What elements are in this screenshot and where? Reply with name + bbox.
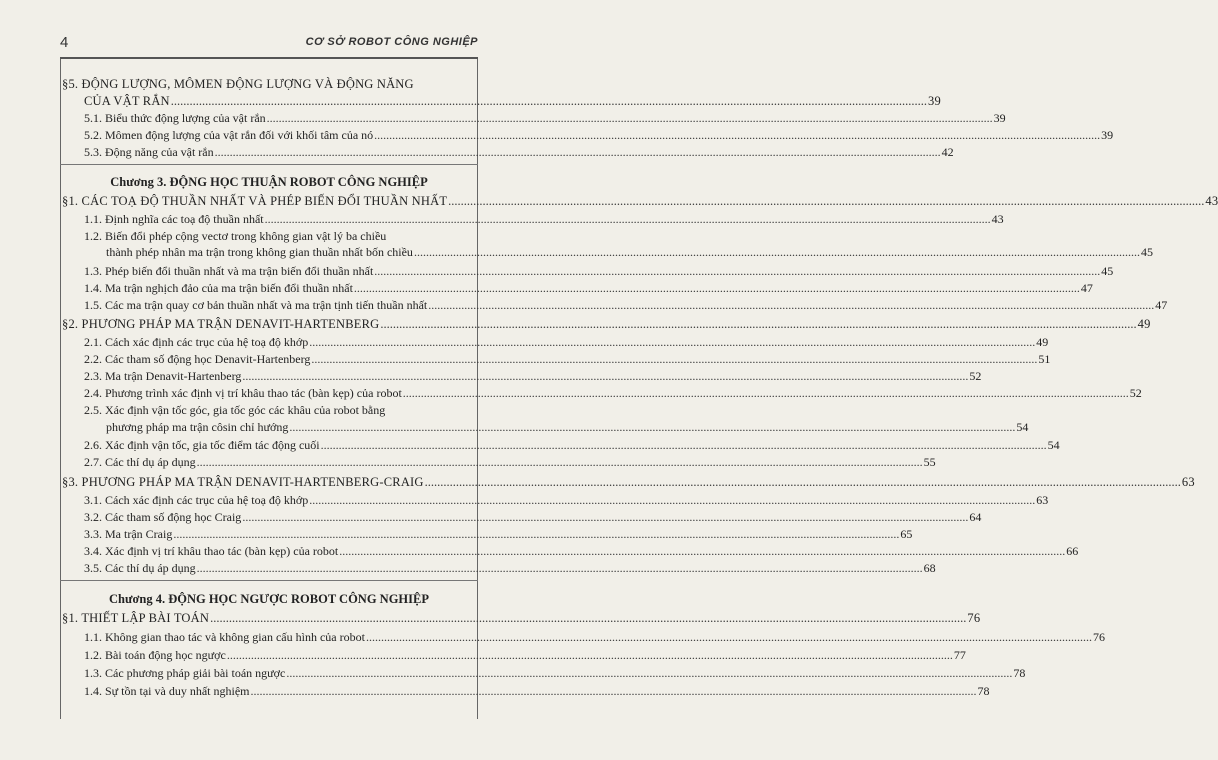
toc-entry-label: 1.4. Ma trận nghịch đảo của ma trận biến đổi thuần nhất xyxy=(84,281,353,295)
toc-page-number: 54 xyxy=(1047,438,1060,452)
toc-item-2-7[interactable] xyxy=(84,455,936,469)
leader-dots xyxy=(339,544,1065,558)
toc-section-ch3-s2[interactable] xyxy=(62,317,1151,331)
toc-page-number: 65 xyxy=(900,527,913,541)
leader-dots xyxy=(242,510,968,524)
toc-page-number: 77 xyxy=(953,648,966,662)
toc-item-2-4[interactable] xyxy=(84,386,1142,400)
toc-page-number: 76 xyxy=(1092,630,1105,644)
toc-entry-label: §3. PHƯƠNG PHÁP MA TRẬN DENAVIT-HARTENBERG-CRAIG xyxy=(62,475,424,489)
toc-page-number: 63 xyxy=(1036,493,1049,507)
toc-entry-label: 2.4. Phương trình xác định vị trí khâu thao tác (bàn kẹp) của robot xyxy=(84,386,402,400)
leader-dots xyxy=(380,317,1136,331)
leader-dots xyxy=(210,611,966,625)
toc-entry-label: 3.5. Các thí dụ áp dụng xyxy=(84,561,196,575)
toc-item-2-1[interactable] xyxy=(84,335,1049,349)
toc-section-s5-line1: §5. ĐỘNG LƯỢNG, MÔMEN ĐỘNG LƯỢNG VÀ ĐỘNG NĂNG xyxy=(62,77,414,91)
toc-item-5-1[interactable] xyxy=(84,111,1006,125)
leader-dots xyxy=(428,298,1154,312)
leader-dots xyxy=(321,438,1047,452)
toc-entry-label: §1. CÁC TOẠ ĐỘ THUẦN NHẤT VÀ PHÉP BIẾN ĐỔI THUẦN NHẤT xyxy=(62,194,448,208)
toc-item-3-2[interactable] xyxy=(84,510,982,524)
toc-section-ch3-s1[interactable] xyxy=(62,194,1218,208)
toc-entry-label: 3.4. Xác định vị trí khâu thao tác (bàn kẹp) của robot xyxy=(84,544,339,558)
leader-dots xyxy=(289,420,1015,434)
toc-entry-label: 1.1. Không gian thao tác và không gian cấu hình của robot xyxy=(84,630,365,644)
toc-item-2-5[interactable] xyxy=(106,420,1029,434)
toc-entry-label: 1.3. Phép biến đổi thuần nhất và ma trận biến đổi thuần nhất xyxy=(84,264,374,278)
toc-page-number: 54 xyxy=(1016,420,1029,434)
toc-entry-label: 2.6. Xác định vận tốc, gia tốc điểm tác động cuối xyxy=(84,438,320,452)
toc-entry-label: 5.3. Động năng của vật rắn xyxy=(84,145,214,159)
toc-entry-label: thành phép nhân ma trận trong không gian thuần nhất bốn chiều xyxy=(106,245,413,259)
leader-dots xyxy=(267,111,993,125)
toc-page-number: 78 xyxy=(977,684,990,698)
leader-dots xyxy=(414,245,1140,259)
toc-item-1-3[interactable] xyxy=(84,264,1114,278)
toc-item-5-2[interactable] xyxy=(84,128,1114,142)
toc-page-number: 47 xyxy=(1080,281,1093,295)
toc-entry-label: 2.3. Ma trận Denavit-Hartenberg xyxy=(84,369,242,383)
toc-page-number: 52 xyxy=(1129,386,1142,400)
toc-page-number: 39 xyxy=(993,111,1006,125)
toc-page-number: 64 xyxy=(969,510,982,524)
toc-item-1-2-line1: 1.2. Biến đổi phép cộng vectơ trong không gian vật lý ba chiều xyxy=(84,229,387,243)
page-number: 4 xyxy=(60,34,69,51)
toc-item-3-4[interactable] xyxy=(84,544,1079,558)
toc-item-4-1-4[interactable] xyxy=(84,684,990,698)
toc-entry-label: 1.4. Sự tồn tại và duy nhất nghiệm xyxy=(84,684,250,698)
leader-dots xyxy=(286,666,1012,680)
toc-page-number: 47 xyxy=(1155,298,1168,312)
toc-item-3-3[interactable] xyxy=(84,527,913,541)
toc-entry-label: phương pháp ma trận côsin chỉ hướng xyxy=(106,420,289,434)
leader-dots xyxy=(366,630,1092,644)
toc-page-number: 78 xyxy=(1013,666,1026,680)
toc-section-ch4-s1[interactable] xyxy=(62,611,981,625)
toc-entry-label: 1.2. Bài toán động học ngược xyxy=(84,648,226,662)
leader-dots xyxy=(309,493,1035,507)
toc-page-number: 43 xyxy=(991,212,1004,226)
leader-dots xyxy=(197,455,923,469)
chapter-rule xyxy=(60,580,478,581)
toc-item-2-5-line1: 2.5. Xác định vận tốc góc, gia tốc góc các khâu của robot bằng xyxy=(84,403,386,417)
toc-entry-label: 1.5. Các ma trận quay cơ bản thuần nhất và ma trận tịnh tiến thuần nhất xyxy=(84,298,428,312)
toc-item-1-1[interactable] xyxy=(84,212,1004,226)
toc-page-number: 49 xyxy=(1036,335,1049,349)
toc-item-2-3[interactable] xyxy=(84,369,982,383)
toc-entry-label: 2.1. Cách xác định các trục của hệ toạ độ khớp xyxy=(84,335,309,349)
toc-entry-label: §2. PHƯƠNG PHÁP MA TRẬN DENAVIT-HARTENBERG xyxy=(62,317,380,331)
toc-page-number: 52 xyxy=(969,369,982,383)
toc-page-number: 51 xyxy=(1038,352,1051,366)
toc-page-number: 63 xyxy=(1181,475,1195,489)
toc-page-number: 66 xyxy=(1066,544,1079,558)
toc-entry-label: §1. THIẾT LẬP BÀI TOÁN xyxy=(62,611,210,625)
toc-page-number: 43 xyxy=(1205,194,1218,208)
leader-dots xyxy=(171,94,927,108)
leader-dots xyxy=(354,281,1080,295)
toc-entry-label: 3.2. Các tham số động học Craig xyxy=(84,510,242,524)
toc-entry-label: CỦA VẬT RẮN xyxy=(84,94,170,108)
leader-dots xyxy=(448,194,1204,208)
toc-item-2-2[interactable] xyxy=(84,352,1051,366)
leader-dots xyxy=(425,475,1181,489)
toc-section-ch3-s3[interactable] xyxy=(62,475,1195,489)
toc-entry-label: 1.3. Các phương pháp giải bài toán ngược xyxy=(84,666,286,680)
toc-entry-label: 5.1. Biểu thức động lượng của vật rắn xyxy=(84,111,266,125)
toc-entry-label: 3.1. Cách xác định các trục của hệ toạ độ khớp xyxy=(84,493,309,507)
leader-dots xyxy=(227,648,953,662)
leader-dots xyxy=(309,335,1035,349)
toc-page-number: 45 xyxy=(1140,245,1153,259)
toc-entry-label: 2.7. Các thí dụ áp dụng xyxy=(84,455,196,469)
toc-entry-label: 5.2. Mômen động lượng của vật rắn đối với khối tâm của nó xyxy=(84,128,374,142)
toc-item-2-6[interactable] xyxy=(84,438,1060,452)
leader-dots xyxy=(374,264,1100,278)
toc-page-number: 49 xyxy=(1137,317,1151,331)
toc-item-1-4[interactable] xyxy=(84,281,1093,295)
toc-entry-label: 1.1. Định nghĩa các toạ độ thuần nhất xyxy=(84,212,264,226)
toc-item-1-2[interactable] xyxy=(106,245,1153,259)
leader-dots xyxy=(173,527,899,541)
chapter-3-title: Chương 3. ĐỘNG HỌC THUẬN ROBOT CÔNG NGHIỆP xyxy=(110,175,428,189)
toc-item-4-1-3[interactable] xyxy=(84,666,1026,680)
leader-dots xyxy=(242,369,968,383)
leader-dots xyxy=(215,145,941,159)
leader-dots xyxy=(403,386,1129,400)
toc-page-number: 76 xyxy=(967,611,981,625)
toc-section-s5[interactable] xyxy=(84,94,941,108)
toc-entry-label: 3.3. Ma trận Craig xyxy=(84,527,173,541)
toc-item-1-5[interactable] xyxy=(84,298,1168,312)
toc-page-number: 39 xyxy=(1101,128,1114,142)
leader-dots xyxy=(265,212,991,226)
leader-dots xyxy=(374,128,1100,142)
chapter-4-title: Chương 4. ĐỘNG HỌC NGƯỢC ROBOT CÔNG NGHIỆP xyxy=(108,592,429,606)
toc-item-4-1-1[interactable] xyxy=(84,630,1105,644)
toc-page-number: 45 xyxy=(1101,264,1114,278)
running-title: CƠ SỞ ROBOT CÔNG NGHIỆP xyxy=(305,36,478,48)
toc-item-5-3[interactable] xyxy=(84,145,954,159)
leader-dots xyxy=(251,684,977,698)
chapter-rule xyxy=(60,164,478,165)
toc-page-number: 55 xyxy=(923,455,936,469)
toc-item-4-1-2[interactable] xyxy=(84,648,966,662)
leader-dots xyxy=(197,561,923,575)
toc-entry-label: 2.2. Các tham số động học Denavit-Hartenberg xyxy=(84,352,311,366)
toc-item-3-5[interactable] xyxy=(84,561,936,575)
toc-page-number: 68 xyxy=(923,561,936,575)
toc-page-number: 42 xyxy=(941,145,954,159)
toc-page-number: 39 xyxy=(928,94,941,108)
leader-dots xyxy=(311,352,1037,366)
toc-item-3-1[interactable] xyxy=(84,493,1049,507)
